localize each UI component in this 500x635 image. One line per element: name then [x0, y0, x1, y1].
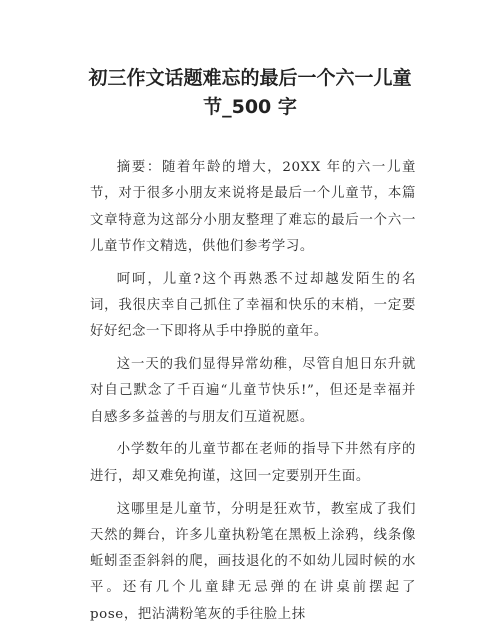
- document-title: [60, 64, 440, 122]
- paragraph: 这哪里是儿童节，分明是狂欢节，教室成了我们天然的舞台，许多儿童执粉笔在黑板上涂鸦，线条像蚯蚓歪歪斜斜的爬，画技退化的不如幼儿园时候的水平。还有几个儿童肆无忌弹的在讲桌前摆起了 pose，把沾满粉笔灰的手往脸上抹: [90, 501, 416, 622]
- paragraph: 这一天的我们显得异常幼稚，尽管自旭日东升就对自己默念了千百遍“儿童节快乐!”，但还是幸福并自感多多益善的与朋友们互道祝愿。: [90, 357, 416, 425]
- paragraph-abstract: 摘要：随着年龄的增大，20XX 年的六一儿童节，对于很多小朋友来说将是最后一个儿童节，本篇文章特意为这部分小朋友整理了难忘的最后一个六一儿童节作文精选，供他们参考学习。: [90, 160, 416, 254]
- title-line-1: 初三作文话题难忘的最后一个六一儿童: [88, 67, 412, 89]
- title-line-2: 节_500 字: [203, 96, 297, 118]
- paragraph: 呵呵，儿童?这个再熟悉不过却越发陌生的名词，我很庆幸自己抓住了幸福和快乐的末梢，一定要好好纪念一下即将从手中挣脱的童年。: [90, 271, 416, 340]
- document-body: [90, 155, 416, 635]
- paragraph: 小学数年的儿童节都在老师的指导下井然有序的进行，却又难免拘谨，这回一定要别开生面。: [90, 442, 416, 484]
